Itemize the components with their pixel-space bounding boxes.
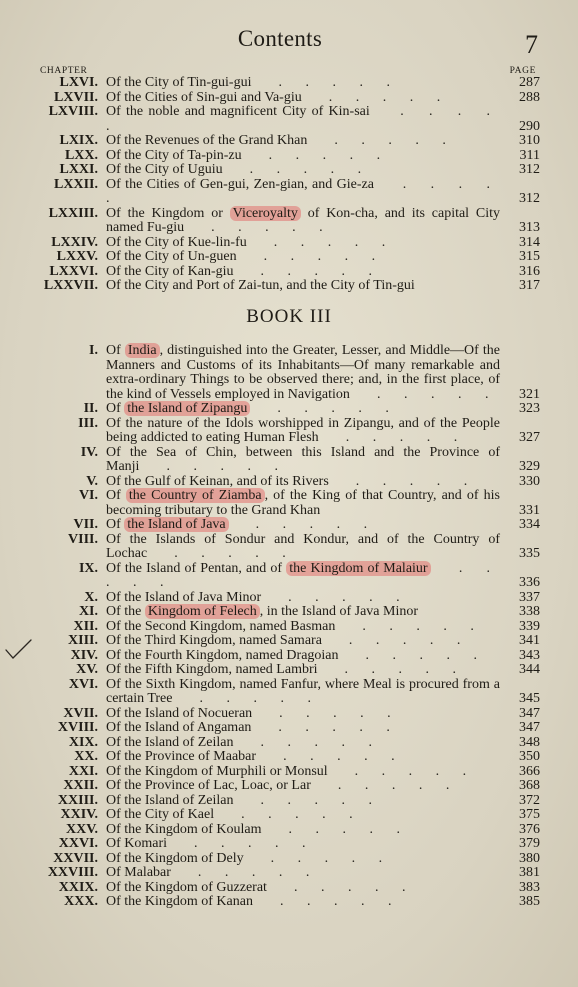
toc-entry [0,236,578,251]
toc-entry [0,837,578,852]
toc-entry [0,649,578,664]
chapter-title [106,518,500,533]
chapter-title-text: Of [106,343,125,358]
leader-dots: . . . . . [170,865,320,880]
chapter-title [106,265,500,280]
toc-entry [0,591,578,606]
page-ref: 323 [519,401,540,416]
chapter-title-text: Of the City of Ta-pin-zu [106,147,242,163]
chapter-title [106,250,500,265]
toc-entry [0,678,578,707]
page-ref: 347 [519,705,540,721]
chapter-title-text: Of the City of Kan-giu [106,263,234,279]
page-ref: 288 [519,89,540,105]
book-heading: BOOK III [246,306,332,327]
chapter-title-text: Of the City of Un-guen [106,249,237,264]
toc-entry [0,207,578,236]
chapter-number: LXX. [64,147,98,163]
chapter-title [106,475,500,490]
toc-entry [0,866,578,881]
chapter-title [106,634,500,649]
page-ref: 375 [519,807,540,822]
chapter-title-text: Of the noble and magnificent City of Kin-sai [106,104,370,119]
chapter-title-text: Of the Island of Pentan, and of [106,560,287,576]
chapter-title [106,178,500,207]
page-ref: 372 [519,792,540,808]
chapter-title [106,707,500,722]
leader-dots: . . . . . [349,386,499,402]
chapter-title-text: Of the Kingdom or [106,205,230,221]
leader-dots: . . . . . [327,763,477,779]
chapter-title-text: Of [106,488,126,503]
leader-dots: . . . . . [243,850,393,866]
highlighted-phrase: Viceroyalty [230,206,301,221]
chapter-title-text: Of the Second Kingdom, named Basman [106,618,336,634]
toc-entry [0,707,578,722]
toc-entry [0,605,578,620]
page-ref: 348 [519,734,540,750]
chapter-number: II. [83,401,98,416]
chapter-number: XIII. [68,633,98,648]
chapter-title [106,605,500,620]
leader-dots: . . . . . [252,705,401,721]
chapter-number: I. [89,343,98,358]
page-number: 7 [525,30,538,59]
leader-dots: . . . . . [139,459,288,474]
chapter-title [106,779,500,794]
page-ref: 329 [519,459,540,474]
chapter-number: XXV. [65,821,98,837]
toc-entry [0,823,578,838]
chapter-number: LXVII. [54,89,98,105]
chapter-number: LXVIII. [48,104,98,119]
leader-dots: . . . . . [167,836,316,851]
chapter-number: XIV. [70,647,98,663]
leader-dots: . . . . . [250,401,399,416]
toc-entry [0,134,578,149]
chapter-number: XII. [73,618,98,634]
page-ref: 338 [519,604,540,619]
page-ref: 337 [519,589,540,605]
leader-dots: . . . . . [233,263,383,279]
chapter-title [106,750,500,765]
highlighted-phrase: India [125,343,160,358]
page-ref: 366 [519,763,540,779]
chapter-number: LXIX. [59,133,98,148]
toc-entry [0,149,578,164]
toc-entry [0,417,578,446]
page-ref: 312 [519,191,540,206]
chapter-title-text: Of the Island of Nocueran [106,705,253,721]
leader-dots: . . . . . [106,104,500,134]
chapter-number: LXXII. [54,176,98,192]
toc-entry [0,562,578,591]
chapter-title-text: , of the King of that Country, and of his becoming tributary to the Grand Khan [106,488,500,518]
leader-dots: . . . . . [222,162,372,177]
toc-entry [0,779,578,794]
chapter-title [106,163,500,178]
chapter-number: XI. [78,604,98,619]
chapter-title [106,837,500,852]
chapter-number: III. [78,415,98,431]
leader-dots: . . . . . [252,894,402,909]
chapter-title [106,402,500,417]
chapter-title-text: Of the Province of Lac, Loac, or Lar [106,778,311,793]
chapter-number: XXVIII. [47,865,98,880]
toc-entry [0,750,578,765]
toc-entry [0,265,578,280]
chapter-number: XXIII. [57,792,98,808]
chapter-title-text: Of the City of Tin-gui-gui [106,75,252,90]
toc-entry [0,178,578,207]
page-column-label: PAGE [509,66,536,76]
highlighted-phrase: the Island of Zipangu [124,401,250,416]
toc-entry [0,518,578,533]
page-ref: 379 [519,836,540,851]
chapter-title-text: Of [106,517,125,532]
page-ref: 341 [519,633,540,648]
leader-dots: . . . . . [261,589,410,605]
toc-entry [0,808,578,823]
leader-dots: . . . . . [310,778,460,793]
chapter-title [106,649,500,664]
leader-dots: . . . . . [106,560,501,590]
page-ref: 330 [519,473,540,489]
page-ref: 312 [519,162,540,177]
page-ref: 314 [519,234,540,250]
toc-entry [0,881,578,896]
leader-dots: . . . . . [236,249,386,264]
chapter-title-text: Of the Island of Java Minor [106,589,262,605]
chapter-title-text: Of the Islands of Sondur and Kondur, and of the Country of Lochac [106,531,500,561]
chapter-title-text: Of the Province of Maabar [106,749,257,764]
toc-entry [0,765,578,780]
page-ref: 345 [519,691,540,706]
leader-dots: . . . . . [228,517,378,532]
chapter-number: LXXIII. [48,205,98,221]
leader-dots: . . . . . [251,75,400,90]
chapter-title [106,678,500,707]
leader-dots: . . . . . [256,749,405,764]
leader-dots: . . . . . [266,879,416,895]
leader-dots: . . . . . [317,662,467,677]
chapter-title-text: Of the [106,604,145,619]
chapter-title [106,620,500,635]
book3-contents-list [0,344,578,910]
toc-entry [0,533,578,562]
chapter-title [106,344,500,402]
chapter-title-text: Of the nature of the Idols worshipped in Zipangu, and of the People being addicted to eating Human Flesh [106,415,500,445]
chapter-title [106,663,500,678]
page-ref: 376 [519,821,540,837]
chapter-title-text: Of the City of Kue-lin-fu [106,234,247,250]
chapter-title [106,736,500,751]
chapter-title [106,446,500,475]
page-ref: 287 [519,75,540,90]
leader-dots: . . . . . [246,234,396,250]
page-ref: 334 [519,517,540,532]
chapter-title-text: , distinguished into the Greater, Lesser, and Middle—Of the Manners and Customs of its Inhabitants—Of many remarkable and extra-ordinary Things to be observed there; and, in the first place, of the kind of Vessels employed in Navigation [106,343,500,402]
leader-dots: . . . . . [233,734,383,750]
chapter-title-text: Of the Kingdom of Murphili or Monsul [106,763,328,779]
chapter-title-text: Of the Sea of Chin, between this Island and the Province of Manji [106,444,500,474]
chapter-title-text: Of Komari [106,836,168,851]
chapter-title-text: Of the Fifth Kingdom, named Lambri [106,662,318,677]
toc-entry [0,250,578,265]
toc-entry [0,895,578,910]
chapter-title-text: Of the Island of Zeilan [106,734,234,750]
chapter-number: XXIX. [58,879,98,895]
page-ref: 381 [519,865,540,880]
leader-dots: . . . . . [328,473,478,489]
chapter-title [106,808,500,823]
leader-dots: . . . . . [335,618,484,634]
chapter-title [106,533,500,562]
chapter-title [106,236,500,251]
chapter-title-text: Of the Fourth Kingdom, named Dragoian [106,647,339,663]
page-ref: 383 [519,879,540,895]
leader-dots: . . . . . [214,807,363,822]
page-ref: 336 [519,575,540,590]
toc-entry [0,91,578,106]
chapter-title [106,591,500,606]
page-ref: 385 [519,894,540,909]
toc-entry [0,852,578,867]
toc-entry [0,76,578,91]
chapter-title-text: , in the Island of Java Minor [259,604,419,619]
chapter-number: VII. [73,517,98,532]
toc-entry [0,620,578,635]
chapter-number: X. [84,589,98,605]
chapter-number: XXIV. [60,807,98,822]
leader-dots: . . . . . [147,546,296,561]
leader-dots: . . . . . [338,647,488,663]
page-ref: 316 [519,263,540,279]
chapter-title [106,91,500,106]
chapter-title [106,489,500,518]
leader-dots: . . . . . [301,89,451,105]
page-ref: 311 [519,147,540,163]
toc-entry [0,736,578,751]
leader-dots: . . . . . [172,691,321,706]
chapter-title [106,105,500,134]
chapter-column-label: CHAPTER [40,66,88,76]
chapter-title-text: of Kon-cha, and its capital City named Fu-giu [106,205,501,235]
chapter-title-text: Of the Kingdom of Guzzerat [106,879,267,895]
chapter-title-text: Of Malabar [106,865,171,880]
leader-dots: . . . . . [233,792,383,808]
highlighted-phrase: Kingdom of Felech [145,604,260,619]
chapter-title [106,881,500,896]
chapter-title-text: Of [106,401,125,416]
chapter-title [106,721,500,736]
page-ref: 315 [519,249,540,264]
toc-entry [0,446,578,475]
chapter-number: LXXVII. [43,278,98,293]
chapter-number: LXXVI. [49,263,98,279]
page-ref: 339 [519,618,540,634]
chapter-title-text: Of the City of Kael [106,807,215,822]
chapter-title-text: Of the Third Kingdom, named Samara [106,633,322,648]
page-ref: 343 [519,647,540,663]
chapter-title-text: Of the Cities of Sin-gui and Va-giu [106,89,302,105]
chapter-number: LXVI. [59,75,98,90]
chapter-title [106,134,500,149]
page-title: Contents [237,26,323,51]
chapter-title [106,149,500,164]
chapter-title [106,765,500,780]
toc-entry [0,344,578,402]
chapter-title [106,866,500,881]
chapter-number: XXX. [64,894,98,909]
chapter-title-text: Of the Kingdom of Kanan [106,894,253,909]
chapter-number: IV. [80,444,98,460]
chapter-title-text: Of the Kingdom of Koulam [106,821,262,837]
leader-dots: . . . . . [184,220,333,235]
page-ref: 290 [519,118,540,134]
chapter-number: XXVII. [53,850,98,866]
page-ref: 335 [519,546,540,561]
leader-dots: . . . . . [251,720,400,735]
chapter-number: XVIII. [57,720,98,735]
chapter-number: XXI. [68,763,98,779]
chapter-title-text: Of the Revenues of the Grand Khan [106,133,308,148]
chapter-title-text: Of the City and Port of Zai-tun, and the City of Tin-gui [106,278,415,293]
toc-entry [0,663,578,678]
page-ref: 380 [519,850,540,866]
toc-entry [0,475,578,490]
toc-entry [0,402,578,417]
chapter-number: XVI. [68,676,98,692]
pen-checkmark [4,638,34,662]
page-ref: 327 [519,430,540,445]
chapter-title-text: Of the Cities of Gen-gui, Zen-gian, and Gie-za [106,176,374,192]
chapter-title-text: Of the Island of Zeilan [106,792,234,808]
book2-contents-list [0,76,578,294]
chapter-number: LXXIV. [51,234,98,250]
page-ref: 331 [519,502,540,518]
chapter-number: V. [86,473,98,489]
page-ref: 317 [519,278,540,293]
chapter-title [106,417,500,446]
highlighted-phrase: the Country of Ziamba [126,488,265,503]
leader-dots: . . . . . [321,633,471,648]
chapter-number: VIII. [68,531,98,547]
chapter-title [106,794,500,809]
toc-entry [0,721,578,736]
chapter-number: XVII. [63,705,98,721]
chapter-number: XV. [76,662,98,677]
page-ref: 347 [519,720,540,735]
chapter-title-text: Of the Kingdom of Dely [106,850,244,866]
page-ref: 350 [519,749,540,764]
toc-entry [0,105,578,134]
leader-dots: . . . . . [241,147,391,163]
chapter-title-text: Of the Sixth Kingdom, named Fanfur, where Meal is procured from a certain Tree [106,676,500,706]
chapter-title-text: Of the Gulf of Keinan, and of its Rivers [106,473,329,489]
leader-dots: . . . . . [307,133,456,148]
chapter-number: XXVI. [58,836,98,851]
chapter-number: LXXI. [59,162,98,177]
chapter-title [106,207,500,236]
chapter-title [106,895,500,910]
chapter-number: VI. [78,488,98,503]
chapter-number: XXII. [63,778,98,793]
page-ref: 313 [519,220,540,235]
chapter-title [106,823,500,838]
page-ref: 368 [519,778,540,793]
chapter-number: LXXV. [56,249,98,264]
page-ref: 344 [519,662,540,677]
chapter-title [106,852,500,867]
chapter-number: XIX. [68,734,98,750]
toc-entry [0,489,578,518]
chapter-title [106,279,500,294]
leader-dots: . . . . . [261,821,411,837]
toc-entry [0,634,578,649]
toc-entry [0,163,578,178]
chapter-title-text: Of the Island of Angaman [106,720,252,735]
toc-entry [0,279,578,294]
chapter-number: IX. [78,560,98,576]
chapter-number: XX. [74,749,98,764]
toc-entry [0,794,578,809]
page-ref: 321 [519,386,540,402]
leader-dots: . . . . . [106,176,500,206]
page-ref: 310 [519,133,540,148]
highlighted-phrase: the Island of Java [124,517,228,532]
chapter-title [106,76,500,91]
leader-dots: . . . . . [318,430,468,445]
highlighted-phrase: the Kingdom of Malaiur [286,561,430,576]
chapter-title [106,562,500,591]
chapter-title-text: Of the City of Uguiu [106,162,223,177]
